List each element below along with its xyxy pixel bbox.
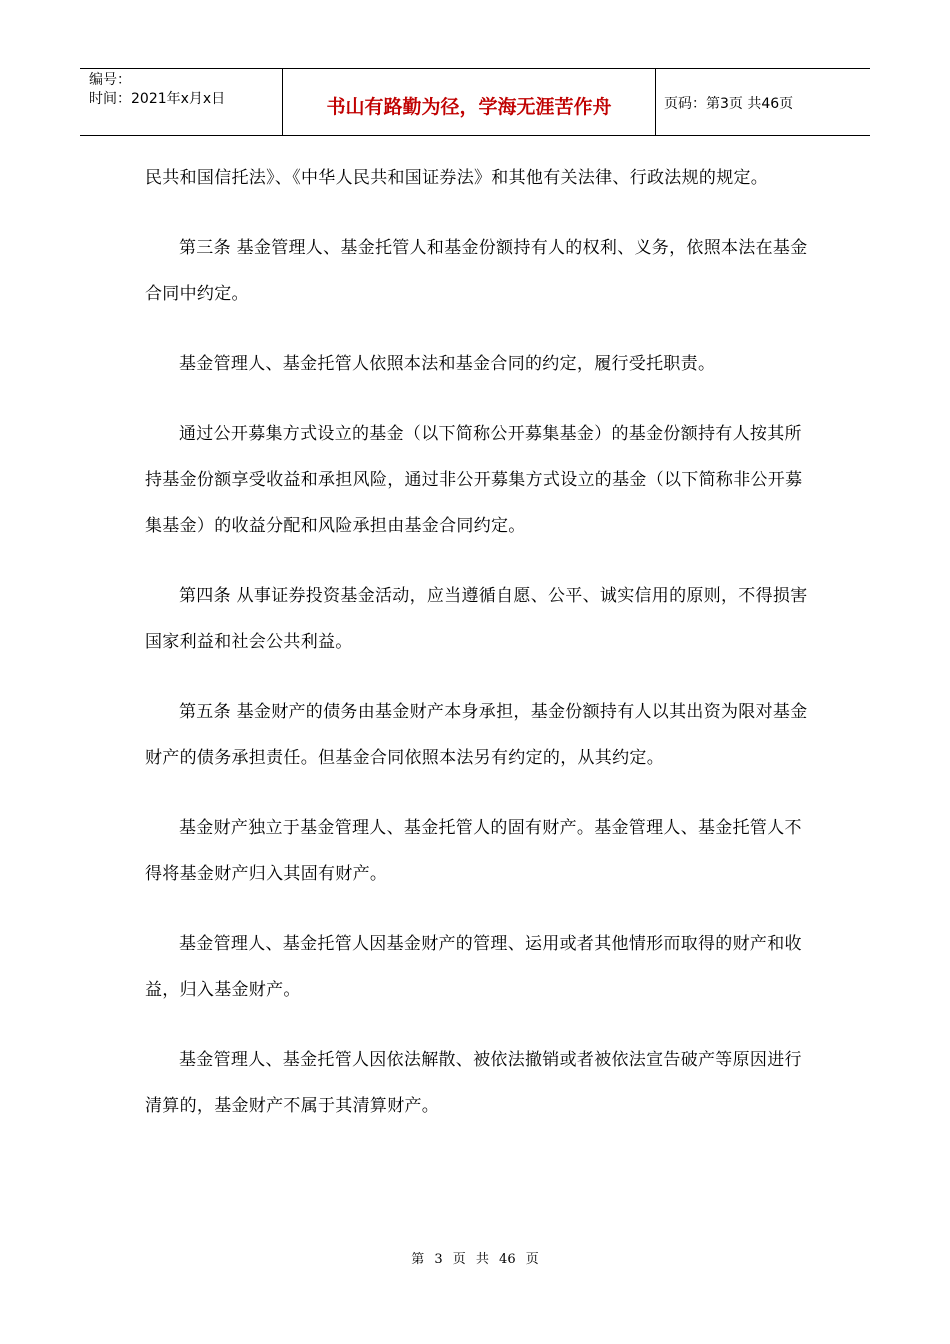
paragraph: 基金管理人、基金托管人因基金财产的管理、运用或者其他情形而取得的财产和收益，归入基金财产。 bbox=[145, 934, 802, 1000]
paragraph: 第三条 基金管理人、基金托管人和基金份额持有人的权利、义务，依照本法在基金合同中约定。 bbox=[145, 238, 808, 304]
header-time: 时间：2021年x月x日 bbox=[89, 91, 226, 107]
header-bottom-rule bbox=[80, 135, 870, 136]
header-motto: 书山有路勤为径，学海无涯苦作舟 bbox=[326, 96, 612, 118]
page-footer: 第 3 页 共 46 页 bbox=[411, 1252, 539, 1267]
header-divider-right bbox=[655, 68, 656, 136]
paragraph: 民共和国信托法》、《中华人民共和国证券法》和其他有关法律、行政法规的规定。 bbox=[145, 168, 769, 188]
header-page-info: 页码：第3页 共46页 bbox=[664, 96, 794, 112]
paragraph: 基金管理人、基金托管人因依法解散、被依法撤销或者被依法宣告破产等原因进行清算的，基金财产不属于其清算财产。 bbox=[145, 1050, 802, 1116]
paragraph: 基金财产独立于基金管理人、基金托管人的固有财产。基金管理人、基金托管人不得将基金财产归入其固有财产。 bbox=[145, 818, 802, 884]
paragraph: 基金管理人、基金托管人依照本法和基金合同的约定，履行受托职责。 bbox=[179, 354, 716, 374]
paragraph: 通过公开募集方式设立的基金（以下简称公开募集基金）的基金份额持有人按其所持基金份额享受收益和承担风险，通过非公开募集方式设立的基金（以下简称非公开募集基金）的收益分配和风险承担由基金合同约定。 bbox=[145, 424, 803, 536]
header-divider-left bbox=[282, 68, 283, 136]
header-meta bbox=[89, 71, 225, 109]
header-number: 编号： bbox=[89, 72, 131, 88]
paragraph: 第五条 基金财产的债务由基金财产本身承担，基金份额持有人以其出资为限对基金财产的债务承担责任。但基金合同依照本法另有约定的，从其约定。 bbox=[145, 702, 808, 768]
header-top-rule bbox=[80, 68, 870, 69]
paragraph: 第四条 从事证券投资基金活动，应当遵循自愿、公平、诚实信用的原则，不得损害国家利益和社会公共利益。 bbox=[145, 586, 808, 652]
document-body bbox=[145, 155, 815, 1153]
